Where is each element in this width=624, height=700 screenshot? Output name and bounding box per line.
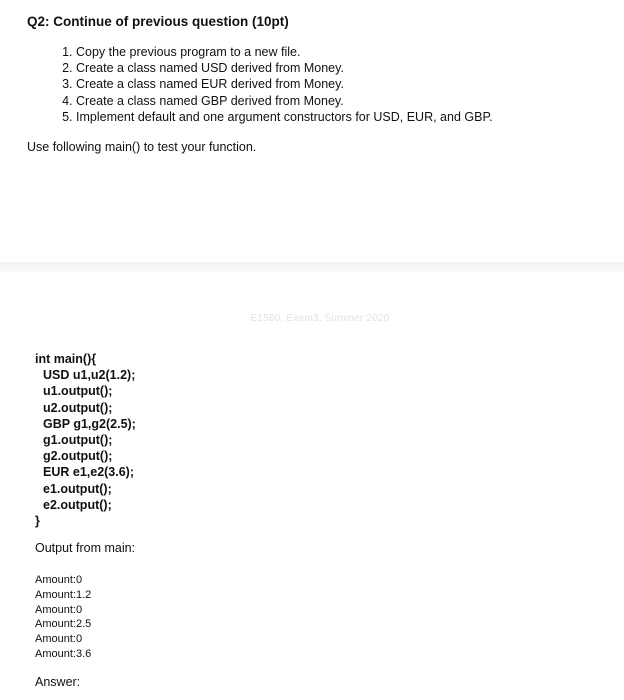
output-line: Amount:3.6	[35, 647, 92, 660]
question-title: Q2: Continue of previous question (10pt)	[27, 14, 289, 29]
code-line: e1.output();	[43, 481, 112, 496]
code-line: u2.output();	[43, 400, 113, 415]
instruction-list	[58, 44, 493, 125]
instruction-item: 2. Create a class named USD derived from Money.	[76, 60, 493, 76]
code-line: g1.output();	[43, 433, 113, 448]
code-line: GBP g1,g2(2.5);	[43, 416, 136, 431]
code-line: int main(){	[35, 352, 97, 366]
test-note: Use following main() to test your function.	[27, 140, 257, 154]
code-line: e2.output();	[43, 497, 112, 512]
answer-label: Answer:	[35, 675, 81, 689]
code-block	[35, 351, 136, 529]
instruction-item: 1. Copy the previous program to a new file.	[76, 44, 493, 60]
output-line: Amount:1.2	[35, 588, 92, 601]
watermark: E1580, Exam3, Summer 2020	[250, 313, 390, 324]
code-line: }	[35, 514, 40, 529]
page-divider	[0, 262, 624, 272]
question-section	[0, 0, 624, 262]
instruction-item: 3. Create a class named EUR derived from Money.	[76, 76, 493, 92]
instruction-item: 4. Create a class named GBP derived from Money.	[76, 93, 493, 109]
output-label: Output from main:	[35, 541, 136, 555]
code-line: u1.output();	[43, 384, 113, 399]
code-line: USD u1,u2(1.2);	[43, 368, 136, 383]
code-line: g2.output();	[43, 449, 113, 464]
instruction-item: 5. Implement default and one argument constructors for USD, EUR, and GBP.	[76, 109, 493, 125]
output-line: Amount:0	[35, 633, 83, 646]
output-list	[35, 573, 91, 662]
output-line: Amount:0	[35, 574, 83, 586]
output-line: Amount:0	[35, 603, 83, 616]
output-line: Amount:2.5	[35, 618, 92, 631]
code-line: EUR e1,e2(3.6);	[43, 465, 135, 480]
